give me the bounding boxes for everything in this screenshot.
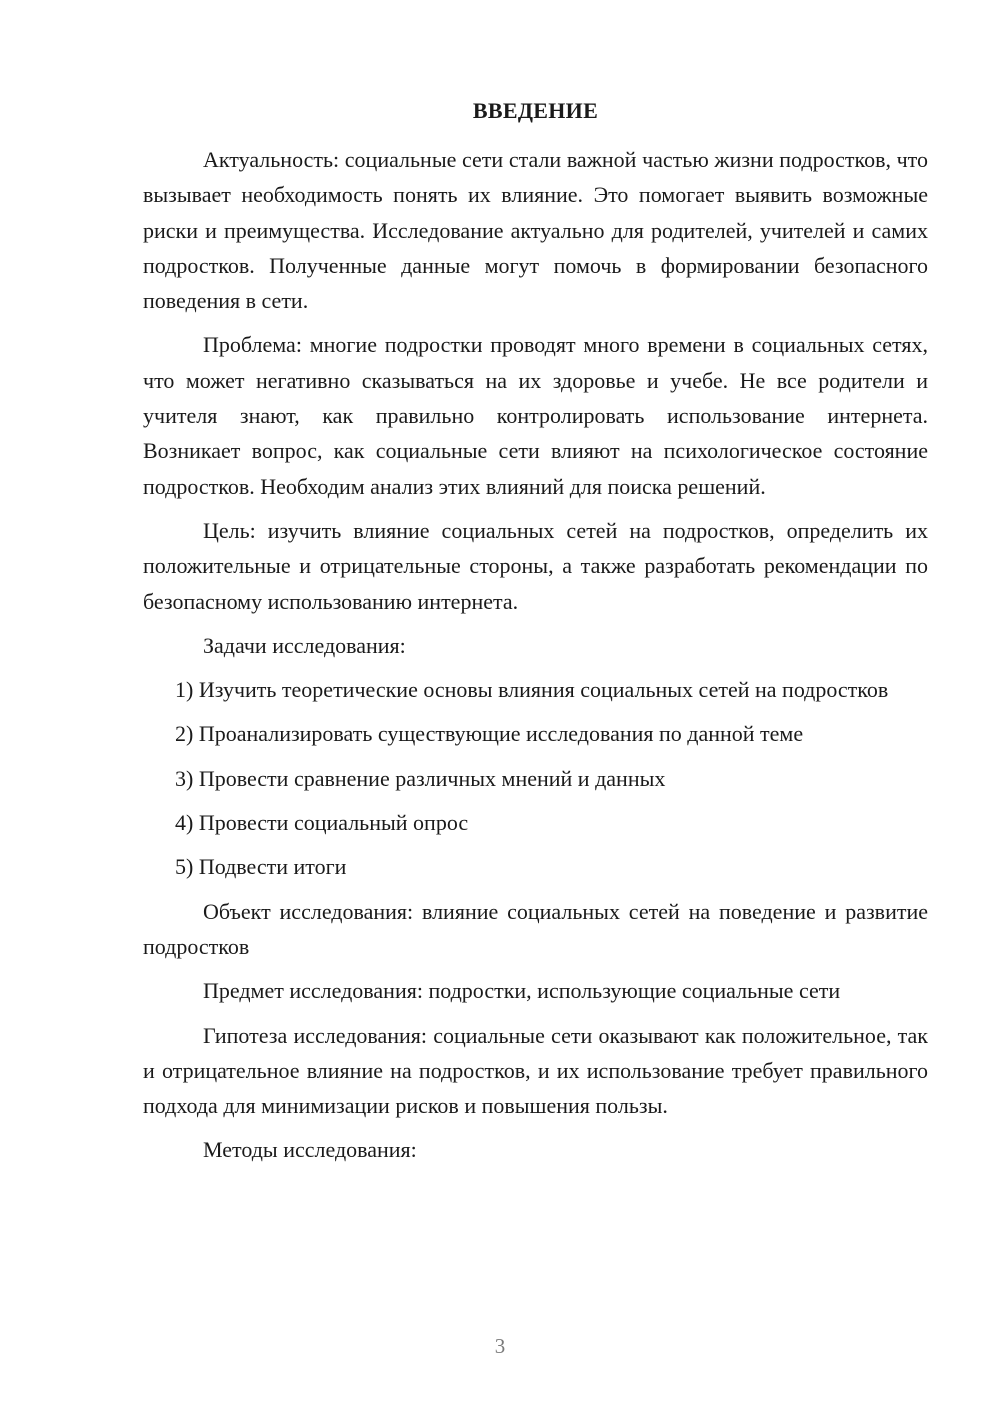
- task-item-3: 3) Провести сравнение различных мнений и данных: [175, 765, 666, 791]
- paragraph-object: Объект исследования: влияние социальных сетей на поведение и развитие подростков: [143, 898, 928, 959]
- page-content: [143, 96, 928, 1177]
- paragraph-goal: Цель: изучить влияние социальных сетей на подростков, определить их положительные и отрицательные стороны, а также разработать рекомендации по безопасному использованию интернета.: [143, 517, 928, 614]
- page-title: ВВЕДЕНИЕ: [472, 98, 599, 123]
- task-item-4: 4) Провести социальный опрос: [175, 810, 469, 836]
- paragraph-relevance: Актуальность: социальные сети стали важной частью жизни подростков, что вызывает необходимость понять их влияние. Это помогает выявить возможные риски и преимущества. Исследование актуально для родителей, учителей и самих подростков. Полученные данные могут помочь в формировании безопасного поведения в сети.: [143, 147, 928, 314]
- tasks-heading: Задачи исследования:: [203, 632, 406, 658]
- paragraph-subject: Предмет исследования: подростки, использующие социальные сети: [203, 978, 841, 1004]
- task-item-2: 2) Проанализировать существующие исследования по данной теме: [175, 721, 804, 747]
- page-number: 3: [494, 1334, 506, 1358]
- paragraph-hypothesis: Гипотеза исследования: социальные сети оказывают как положительное, так и отрицательное влияние на подростков, и их использование требует правильного подхода для минимизации рисков и повышения пользы.: [143, 1022, 928, 1119]
- paragraph-problem: Проблема: многие подростки проводят много времени в социальных сетях, что может негативно сказываться на их здоровье и учебе. Не все родители и учителя знают, как правильно контролировать использование интернета. Возникает вопрос, как социальные сети влияют на психологическое состояние подростков. Необходим анализ этих влияний для поиска решений.: [143, 332, 928, 499]
- methods-heading: Методы исследования:: [203, 1137, 417, 1163]
- task-item-5: 5) Подвести итоги: [175, 854, 347, 880]
- task-item-1: 1) Изучить теоретические основы влияния социальных сетей на подростков: [175, 677, 889, 703]
